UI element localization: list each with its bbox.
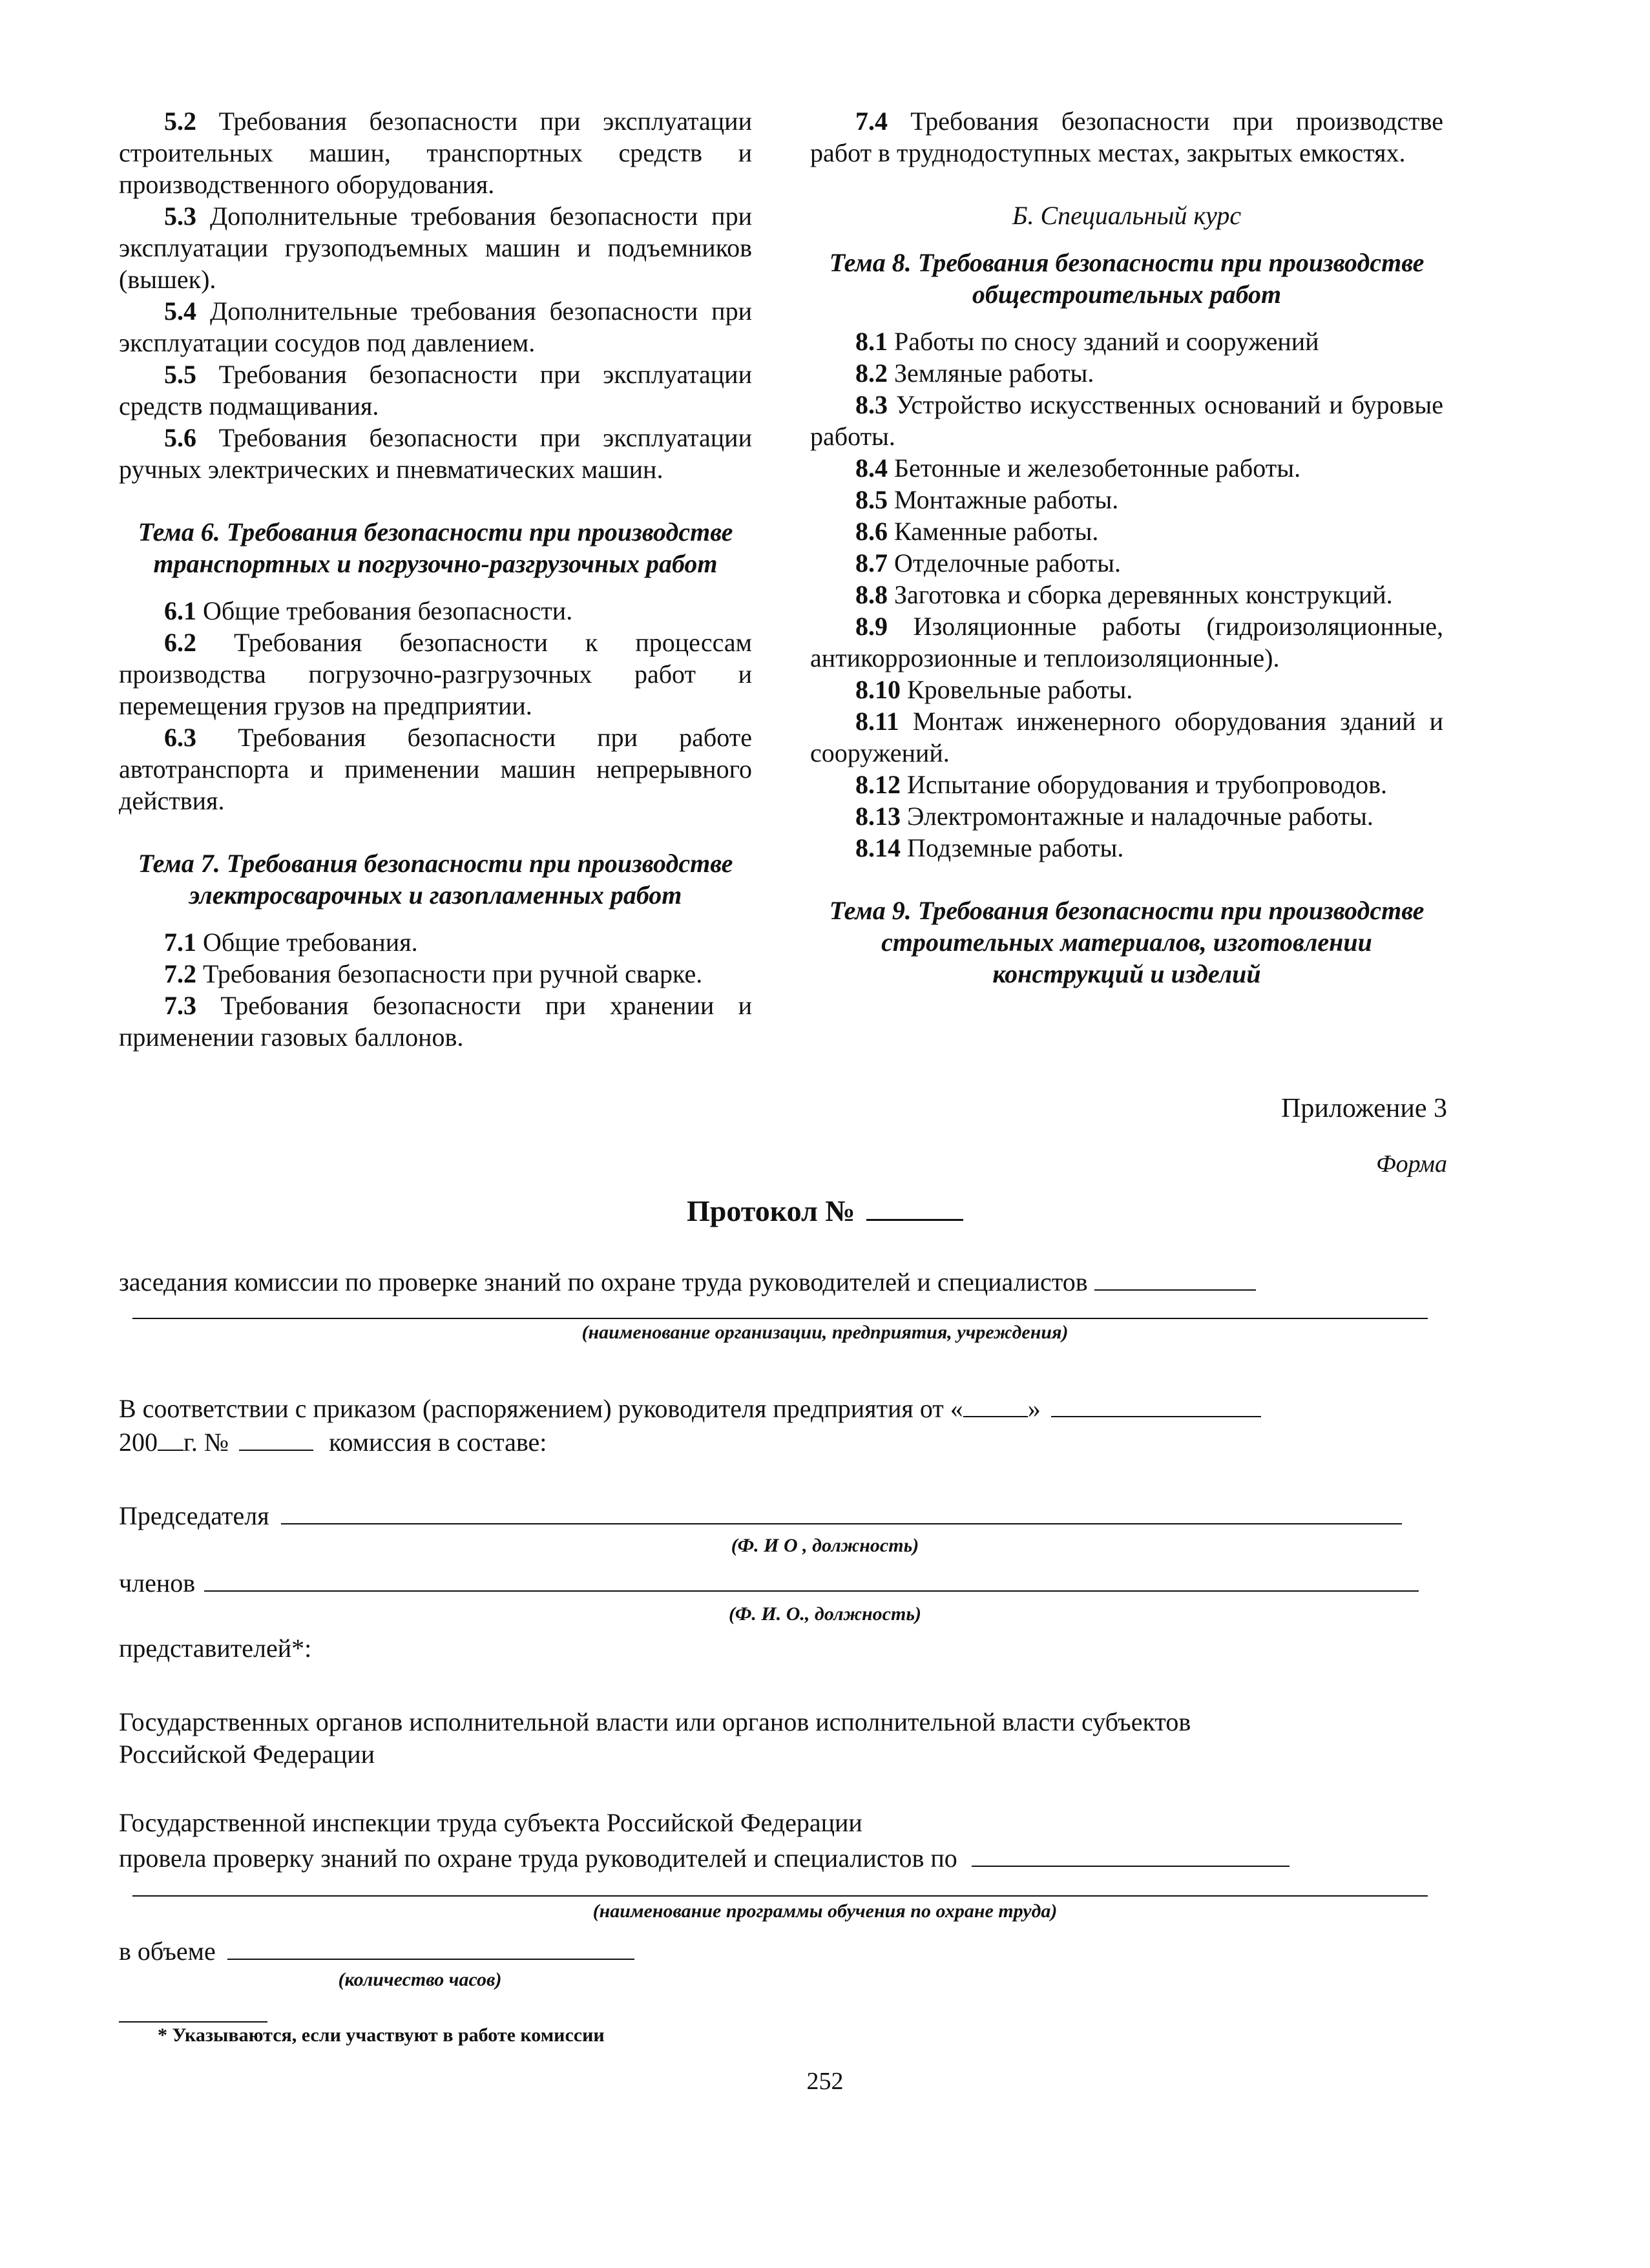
form-text: членов [119,1568,196,1597]
list-item: 7.1 Общие требования. [164,928,418,957]
section-heading: Б. Специальный курс [1012,201,1242,230]
list-item: 8.7 Отделочные работы. [855,548,1121,577]
list-item: 6.1 Общие требования безопасности. [164,596,573,625]
blank-line [132,1895,1428,1897]
footnote: * Указываются, если участвуют в работе комиссии [158,2024,605,2046]
form-text: в объеме [119,1937,216,1966]
appendix-label: Приложение 3 [1281,1094,1447,1123]
form-line-gov2: Российской Федерации [119,1740,375,1769]
blank-field [1094,1264,1256,1291]
list-item: 6.2 Требования безопасности к процессам производства погрузочно-разгрузочных работ и перемещения грузов на предприятии. [119,628,752,720]
list-item: 7.2 Требования безопасности при ручной сварке. [164,959,703,988]
form-line-order [119,1390,1424,1424]
footnote-divider [119,2021,267,2023]
form-text: В соответствии с приказом (распоряжением) руководителя предприятия от « [119,1394,963,1423]
blank-field [963,1390,1028,1417]
form-text: 200 [119,1428,158,1457]
caption-program: (наименование программы обучения по охране труда) [592,1900,1058,1922]
list-item: 8.4 Бетонные и железобетонные работы. [855,453,1301,483]
list-item: 8.14 Подземные работы. [855,833,1124,862]
list-item: 8.9 Изоляционные работы (гидроизоляционные, антикоррозионные и теплоизоляционные). [810,612,1443,672]
form-text: г. № [183,1428,229,1457]
caption-hours: (количество часов) [338,1969,502,1990]
topic-heading: Тема 6. Требования безопасности при производстве транспортных и погрузочно-разгрузочных работ [138,517,733,578]
caption-organization: (наименование организации, предприятия, учреждения) [581,1322,1069,1343]
list-item: 5.4 Дополнительные требования безопасности при эксплуатации сосудов под давлением. [119,297,752,357]
blank-field [239,1424,313,1451]
list-item: 6.3 Требования безопасности при работе автотранспорта и применении машин непрерывного действия. [119,723,752,815]
form-text: » [1027,1394,1041,1423]
form-text: Председателя [119,1501,269,1530]
list-item: 7.4 Требования безопасности при производстве работ в труднодоступных местах, закрытых емкостях. [810,107,1443,167]
blank-field [1051,1390,1261,1417]
left-column [119,105,752,1053]
blank-line [132,1318,1428,1319]
form-line-year [119,1424,1424,1457]
form-text: заседания комиссии по проверке знаний по охране труда руководителей и специалистов [119,1267,1088,1296]
form-line-members [119,1565,1424,1598]
form-line-commission [119,1264,1424,1297]
list-item: 8.6 Каменные работы. [855,517,1099,546]
blank-field [204,1565,1419,1592]
blank-field [227,1933,634,1960]
caption-fio: (Ф. И О , должность) [731,1535,919,1556]
protocol-title-text: Протокол № [686,1194,855,1227]
list-item: 8.13 Электромонтажные и наладочные работы. [855,802,1373,831]
list-item: 8.10 Кровельные работы. [855,675,1133,704]
topic-heading: Тема 9. Требования безопасности при производстве строительных материалов, изготовлении конструкций и изделий [829,896,1425,988]
form-line-inspection: Государственной инспекции труда субъекта Российской Федерации [119,1808,862,1837]
form-line-gov1: Государственных органов исполнительной власти или органов исполнительной власти субъектов [119,1707,1191,1736]
form-line-representatives: представителей*: [119,1634,312,1663]
list-item: 7.3 Требования безопасности при хранении и применении газовых баллонов. [119,991,752,1052]
protocol-title [0,1194,1650,1228]
right-column [810,105,1443,990]
list-item: 5.6 Требования безопасности при эксплуатации ручных электрических и пневматических машин. [119,423,752,484]
form-line-chairman [119,1497,1424,1531]
blank-field [972,1840,1290,1867]
list-item: 8.12 Испытание оборудования и трубопроводов. [855,770,1387,799]
form-label: Форма [1376,1150,1447,1178]
blank-field [158,1424,183,1451]
list-item: 5.5 Требования безопасности при эксплуатации средств подмащивания. [119,360,752,421]
list-item: 8.1 Работы по сносу зданий и сооружений [855,327,1319,356]
topic-heading: Тема 8. Требования безопасности при производстве общестроительных работ [829,248,1425,309]
form-line-volume [119,1933,1424,1966]
list-item: 8.5 Монтажные работы. [855,485,1119,514]
caption-fio: (Ф. И. О., должность) [728,1603,922,1625]
protocol-number-field [866,1194,963,1221]
blank-field [281,1497,1402,1524]
page-number: 252 [806,2068,844,2095]
topic-heading: Тема 7. Требования безопасности при производстве электросварочных и газопламенных работ [138,849,733,910]
list-item: 5.2 Требования безопасности при эксплуатации строительных машин, транспортных средств и производственного оборудования. [119,107,752,199]
list-item: 8.2 Земляные работы. [855,359,1094,388]
list-item: 8.11 Монтаж инженерного оборудования зданий и сооружений. [810,707,1443,767]
form-line-program [119,1840,1424,1873]
list-item: 8.8 Заготовка и сборка деревянных конструкций. [855,580,1393,609]
list-item: 8.3 Устройство искусственных оснований и буровые работы. [810,390,1443,451]
form-text: комиссия в составе: [329,1428,547,1457]
form-text: провела проверку знаний по охране труда руководителей и специалистов по [119,1844,957,1873]
list-item: 5.3 Дополнительные требования безопасности при эксплуатации грузоподъемных машин и подъемников (вышек). [119,202,752,294]
